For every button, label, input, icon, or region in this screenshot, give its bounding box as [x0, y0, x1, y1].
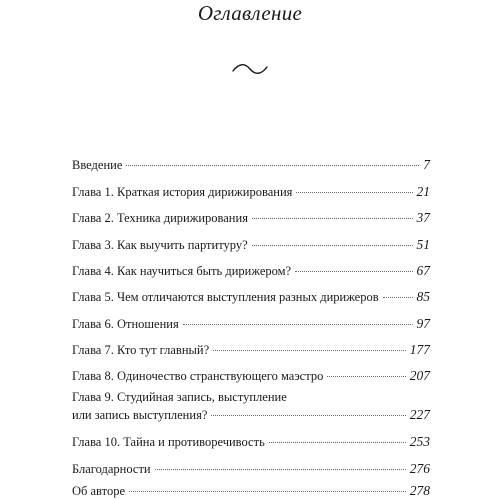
toc-entry-page: 177 [409, 342, 430, 357]
toc-entry-page: 7 [423, 157, 430, 172]
toc-title: Оглавление [197, 1, 303, 25]
dot-leader [213, 350, 406, 351]
toc-entry-chapter-4[interactable] [72, 263, 430, 279]
toc-entry-chapter-7[interactable] [72, 342, 430, 358]
toc-entry-label: Глава 5. Чем отличаются выступления разных дирижеров [72, 290, 379, 304]
toc-entry-label: Глава 10. Тайна и противоречивость [72, 435, 265, 449]
toc-entry-label: Глава 4. Как научиться быть дирижером? [72, 264, 292, 278]
toc-entry-label: Глава 8. Одиночество странствующего маэстро [72, 369, 324, 383]
toc-entry-label-line1: Глава 9. Студийная запись, выступление [72, 390, 287, 404]
dot-leader [155, 469, 406, 470]
toc-entry-label: Глава 7. Кто тут главный? [72, 343, 210, 357]
toc-entry-intro[interactable] [72, 157, 430, 173]
toc-entry-label: Глава 3. Как выучить партитуру? [72, 238, 248, 252]
toc-entry-label: Об авторе [72, 484, 125, 498]
dot-leader [252, 218, 413, 219]
dot-leader [295, 271, 412, 272]
toc-entry-page: 85 [416, 289, 430, 304]
toc-entry-label: Введение [72, 158, 123, 172]
toc-entry-label: Глава 1. Краткая история дирижирования [72, 185, 293, 199]
toc-entry-page: 227 [409, 407, 430, 422]
toc-entry-page: 51 [416, 237, 430, 252]
toc-entry-chapter-5[interactable] [72, 289, 430, 305]
tilde-ornament-icon [231, 62, 269, 76]
toc-entry-label: Глава 2. Техника дирижирования [72, 211, 248, 225]
toc-entry-page: 276 [409, 461, 430, 476]
toc-entry-label-line2: или запись выступления? [72, 408, 208, 422]
toc-entry-label: Благодарности [72, 462, 151, 476]
toc-entry-label: Глава 6. Отношения [72, 317, 179, 331]
dot-leader [269, 442, 406, 443]
toc-entry-chapter-3[interactable] [72, 237, 430, 253]
dot-leader [327, 376, 405, 377]
toc-entry-page: 278 [409, 483, 430, 498]
toc-entry-chapter-1[interactable] [72, 184, 430, 200]
toc-entry-chapter-9[interactable] [72, 390, 430, 423]
dot-leader [211, 415, 405, 416]
toc-entry-page: 21 [416, 184, 430, 199]
toc-entry-chapter-10[interactable] [72, 434, 430, 450]
toc-entry-acknowledgements[interactable] [72, 461, 430, 477]
dot-leader [183, 324, 413, 325]
toc-entry-about-author[interactable] [72, 483, 430, 499]
toc-entry-chapter-6[interactable] [72, 316, 430, 332]
dot-leader [252, 245, 413, 246]
dot-leader [296, 192, 412, 193]
dot-leader [126, 165, 419, 166]
dot-leader [383, 297, 413, 298]
toc-entry-page: 37 [416, 210, 430, 225]
toc-entry-chapter-8[interactable] [72, 368, 430, 384]
toc-entry-page: 97 [416, 316, 430, 331]
toc-entry-page: 67 [416, 263, 430, 278]
dot-leader [129, 491, 406, 492]
toc-entry-chapter-2[interactable] [72, 210, 430, 226]
toc-entry-page: 253 [409, 434, 430, 449]
toc-entry-page: 207 [409, 368, 430, 383]
